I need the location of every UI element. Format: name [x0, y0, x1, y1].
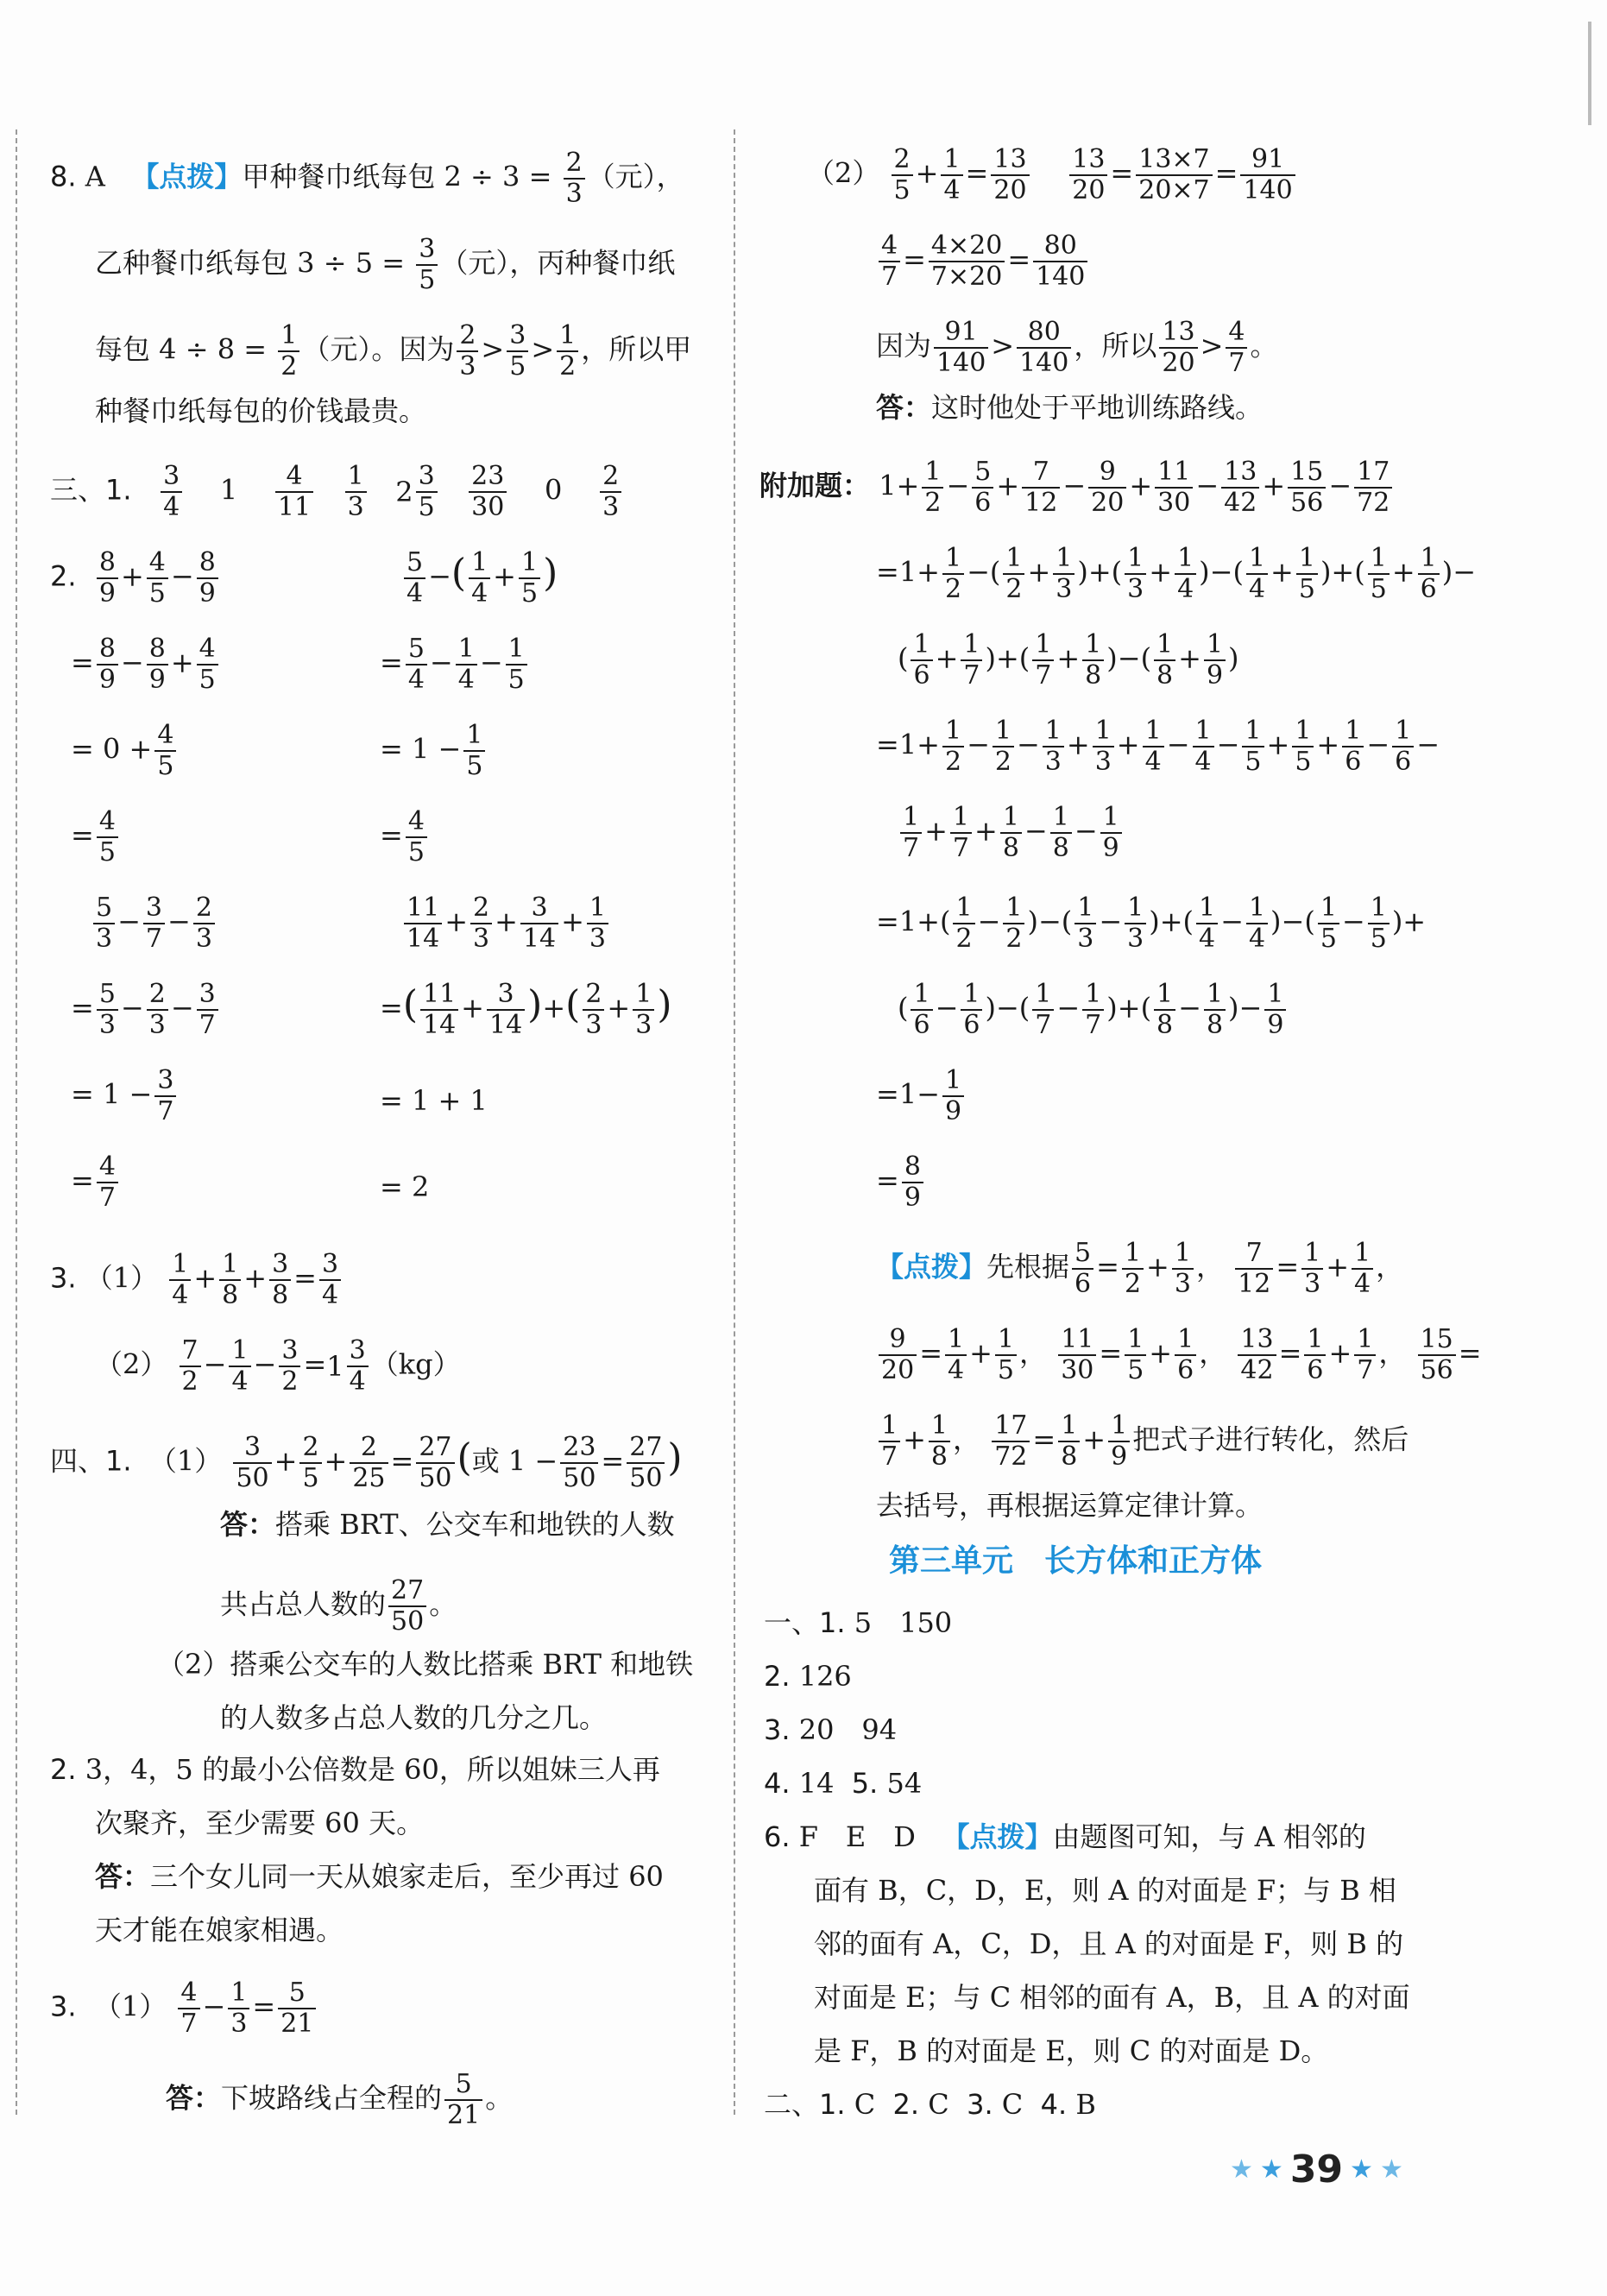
right-edge-bar [1588, 22, 1591, 125]
q8-line1: 8. A 【点拨】甲种餐巾纸每包 2 ÷ 3 = $\frac{2}{3}$ （元）， [50, 148, 684, 209]
r-part2-line3: 因为 $\frac{91}{140}$ > $\frac{80}{140}$ ，所以 $\frac{13}{20}$ > $\frac{4}{7}$ 。 [876, 317, 1278, 378]
q2-c-line1: $\frac{5}{3}$ − $\frac{3}{7}$ − $\frac{2}{3}$ [91, 893, 217, 954]
bonus-line7: ( $\frac{1}{6}$ − $\frac{1}{6}$ )−( $\frac{1}{7}$ − $\frac{1}{7}$ )+( $\frac{1}{8}$ − $\frac{1}{8}$ )− $\frac{1}{9}$ [898, 980, 1289, 1040]
bonus-line8: =1− $\frac{1}{9}$ [876, 1066, 967, 1126]
q3-2: （2） $\frac{7}{2}$ − $\frac{1}{4}$ − $\frac{3}{2}$ = 1 3 4 （kg） [95, 1335, 461, 1397]
r-part2-line2: $\frac{4}{7}$ = $\frac{4\times 20}{7\times 20}$ = $\frac{80}{140}$ [876, 231, 1090, 292]
hint-line4: 去括号，再根据运算定律计算。 [876, 1489, 1264, 1522]
q8-line4: 种餐巾纸每包的价钱最贵。 [95, 394, 427, 427]
q2-b-line3: = 1 − $\frac{1}{5}$ [380, 721, 488, 781]
bonus-line2: =1+ $\frac{1}{2}$ −( $\frac{1}{2}$ + $\frac{1}{3}$ )+( $\frac{1}{3}$ + $\frac{1}{4}$ )−( $\frac{1}{4}$ + $\frac{1}{5}$ )+( $\frac{1}{5}$ + $\frac{1}{6}$ )− [876, 543, 1477, 604]
s4-q2-line2: 次聚齐，至少需要 60 天。 [95, 1807, 425, 1839]
star-icon: ★ [1230, 2154, 1253, 2185]
bonus-line5: $\frac{1}{7}$ + $\frac{1}{7}$ + $\frac{1}{8}$ − $\frac{1}{8}$ − $\frac{1}{9}$ [898, 803, 1125, 863]
page-number: ★ ★ 39 ★ ★ [1230, 2148, 1403, 2192]
s4-q2-answer-line2: 天才能在娘家相遇。 [95, 1914, 344, 1946]
s4-q3: 3. （1） $\frac{4}{7}$ − $\frac{1}{3}$ = $\frac{5}{21}$ [50, 1978, 318, 2039]
s3-q1: 三、1. $\frac{3}{4}$ 1 $\frac{4}{11}$ $\frac{1}{3}$ 2 3 5 $\frac{23}{30}$ 0 $\frac{2}{3}$ [50, 462, 624, 522]
q2-b-line4: = $\frac{4}{5}$ [380, 807, 430, 867]
bonus-line4: =1+ $\frac{1}{2}$ − $\frac{1}{2}$ − $\frac{1}{3}$ + $\frac{1}{3}$ + $\frac{1}{4}$ − $\frac{1}{4}$ − $\frac{1}{5}$ + $\frac{1}{5}$ + $\frac{1}{6}$ − $\frac{1}{6}$ − [876, 716, 1440, 777]
s4-q1: 四、1. （1） $\frac{3}{50}$ + $\frac{2}{5}$ + $\frac{2}{25}$ = $\frac{27}{50}$ (或 1 − $\frac{23}{50}$ = $\frac{27}{50}$ ) [50, 1432, 683, 1493]
q2-d-line2: =( $\frac{11}{14}$ + $\frac{3}{14}$ )+( $\frac{2}{3}$ + $\frac{1}{3}$ ) [380, 979, 672, 1040]
s4-q1-answer-line1: 答：搭乘 BRT、公交车和地铁的人数 [220, 1508, 675, 1541]
star-icon: ★ [1379, 2154, 1403, 2185]
q2-c-line2: = $\frac{5}{3}$ − $\frac{2}{3}$ − $\frac{3}{7}$ [71, 980, 221, 1040]
u3-s1-q2: 2. 126 [764, 1660, 852, 1693]
r-part2-line1: （2） $\frac{2}{5}$ + $\frac{1}{4}$ = $\frac{13}{20}$ $\frac{13}{20}$ = $\frac{13\times 7}{20\times 7}$ = $\frac{91}{140}$ [807, 145, 1298, 205]
q2-b-line2: = $\frac{5}{4}$ − $\frac{1}{4}$ − $\frac{1}{5}$ [380, 634, 530, 695]
u3-s1-q6-line5: 是 F，B 的对面是 E，则 C 的对面是 D。 [814, 2034, 1329, 2067]
s4-q3-answer: 答：下坡路线占全程的 $\frac{5}{21}$ 。 [166, 2069, 514, 2130]
q2-a-line4: = $\frac{4}{5}$ [71, 807, 121, 867]
q2-b-line1: $\frac{5}{4}$ −( $\frac{1}{4}$ + $\frac{1}{5}$ ) [401, 548, 558, 609]
unit-title: 第三单元 长方体和正方体 [889, 1543, 1263, 1579]
star-icon: ★ [1259, 2154, 1283, 2185]
hint-line1: 【点拨】先根据 $\frac{5}{6}$ = $\frac{1}{2}$ + $\frac{1}{3}$ ， $\frac{7}{12}$ = $\frac{1}{3}$ + $\frac{1}{4}$ ， [876, 1238, 1404, 1299]
u3-s1-q3: 3. 20 94 [764, 1713, 898, 1746]
q2-a-line1: 2. $\frac{8}{9}$ + $\frac{4}{5}$ − $\frac{8}{9}$ [50, 548, 221, 609]
q2-d-line1: $\frac{11}{14}$ + $\frac{2}{3}$ + $\frac{3}{14}$ + $\frac{1}{3}$ [401, 893, 611, 954]
q3-1: 3. （1） $\frac{1}{4}$ + $\frac{1}{8}$ + $\frac{3}{8}$ = $\frac{3}{4}$ [50, 1250, 343, 1310]
hint-line3: $\frac{1}{7}$ + $\frac{1}{8}$ ， $\frac{17}{72}$ = $\frac{1}{8}$ + $\frac{1}{9}$ 把式子进行转化，然后 [876, 1411, 1408, 1472]
q8-line3: 每包 4 ÷ 8 = $\frac{1}{2}$ （元）。因为 $\frac{2}{3}$ > $\frac{3}{5}$ > $\frac{1}{2}$ ，所以甲 [95, 320, 692, 382]
q2-c-line4: = $\frac{4}{7}$ [71, 1152, 121, 1213]
bonus-line9: = $\frac{8}{9}$ [876, 1152, 926, 1213]
u3-s1-q6-line1: 6. F E D 【点拨】由题图可知，与 A 相邻的 [764, 1820, 1366, 1853]
q8-line2: 乙种餐巾纸每包 3 ÷ 5 = $\frac{3}{5}$ （元），丙种餐巾纸 [95, 234, 676, 295]
u3-s1-q6-line3: 邻的面有 A，C，D，且 A 的对面是 F，则 B 的 [814, 1927, 1404, 1960]
q2-a-line3: = 0 + $\frac{4}{5}$ [71, 721, 179, 781]
u3-s2: 二、1. C 2. C 3. C 4. B [764, 2088, 1096, 2121]
bonus-line3: ( $\frac{1}{6}$ + $\frac{1}{7}$ )+( $\frac{1}{7}$ + $\frac{1}{8}$ )−( $\frac{1}{8}$ + $\frac{1}{9}$ ) [898, 629, 1239, 691]
s4-q2-answer-line1: 答：三个女儿同一天从娘家走后，至少再过 60 [95, 1860, 664, 1893]
q2-d-line4: = 2 [380, 1170, 430, 1203]
s4-q1-part2-line1: （2）搭乘公交车的人数比搭乘 BRT 和地铁 [157, 1648, 694, 1681]
s4-q2-line1: 2. 3，4，5 的最小公倍数是 60，所以姐妹三人再 [50, 1753, 660, 1786]
bonus-line1: 附加题： 1+ $\frac{1}{2}$ − $\frac{5}{6}$ + $\frac{7}{12}$ − $\frac{9}{20}$ + $\frac{11}{30}$ − $\frac{13}{42}$ + $\frac{15}{56}$ − $\frac{17}{72}$ [759, 457, 1395, 518]
u3-s1-q6-line4: 对面是 E；与 C 相邻的面有 A，B，且 A 的对面 [814, 1981, 1410, 2014]
bonus-line6: =1+( $\frac{1}{2}$ − $\frac{1}{2}$ )−( $\frac{1}{3}$ − $\frac{1}{3}$ )+( $\frac{1}{4}$ − $\frac{1}{4}$ )−( $\frac{1}{5}$ − $\frac{1}{5}$ )+ [876, 893, 1427, 954]
s4-q1-answer-line2: 共占总人数的 $\frac{27}{50}$ 。 [220, 1575, 457, 1637]
u3-s1-q1: 一、1. 5 150 [764, 1606, 953, 1639]
hint-line2: $\frac{9}{20}$ = $\frac{1}{4}$ + $\frac{1}{5}$ ， $\frac{11}{30}$ = $\frac{1}{5}$ + $\frac{1}{6}$ ， $\frac{13}{42}$ = $\frac{1}{6}$ + $\frac{1}{7}$ ， $\frac{15}{56}$ = [876, 1325, 1482, 1385]
s4-q1-part2-line2: 的人数多占总人数的几分之几。 [220, 1701, 608, 1734]
column-divider [734, 129, 735, 2115]
u3-s1-q4-q5: 4. 14 5. 54 [764, 1767, 923, 1800]
q2-a-line2: = $\frac{8}{9}$ − $\frac{8}{9}$ + $\frac{4}{5}$ [71, 634, 221, 695]
left-margin-line [16, 129, 17, 2115]
q2-d-line3: = 1 + 1 [380, 1084, 488, 1117]
star-icon: ★ [1350, 2154, 1373, 2185]
q2-c-line3: = 1 − $\frac{3}{7}$ [71, 1066, 179, 1126]
r-answer: 答：这时他处于平地训练路线。 [876, 391, 1264, 424]
u3-s1-q6-line2: 面有 B，C，D，E，则 A 的对面是 F；与 B 相 [814, 1874, 1396, 1907]
